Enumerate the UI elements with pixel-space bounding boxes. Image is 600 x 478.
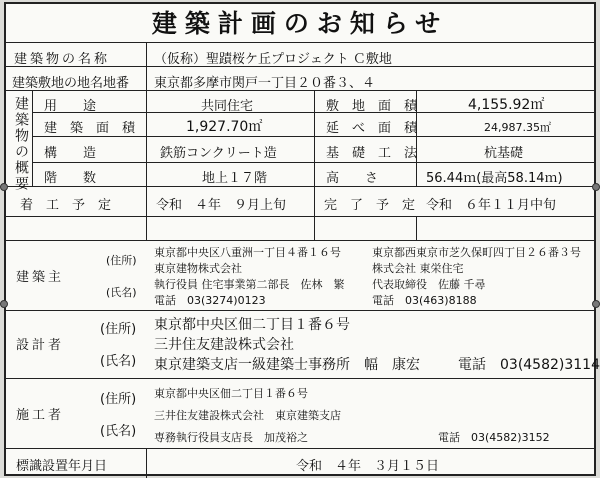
owner-left-person: 執行役員 住宅事業第二部長 佐林 繁 <box>154 278 345 291</box>
height-value: 56.44ｍ(最高58.14ｍ) <box>426 171 563 186</box>
rule <box>6 216 594 217</box>
rule <box>314 90 315 240</box>
site-address-label: 建築敷地の地名地番 <box>12 76 130 91</box>
owner-left-company: 東京建物株式会社 <box>154 262 242 275</box>
owner-right-address: 東京都西東京市芝久保町四丁目２６番３号 <box>372 246 581 259</box>
designer-address: 東京都中央区佃二丁目１番６号 <box>154 317 350 333</box>
designer-name-label: (氏名) <box>100 354 137 369</box>
foundation-label: 基 礎 工 法 <box>326 146 418 161</box>
complete-value: 令和 ６年１１月中旬 <box>426 198 557 213</box>
bolt-icon <box>592 183 600 191</box>
total-floor-area-label: 延 べ 面 積 <box>326 121 418 136</box>
contractor-name-label: (氏名) <box>100 424 137 439</box>
rule <box>6 42 594 43</box>
building-area-value: 1,927.70㎡ <box>186 119 263 135</box>
total-floor-area-value: 24,987.35㎡ <box>484 121 551 134</box>
rule <box>146 448 147 478</box>
designer-address-label: (住所) <box>100 322 137 337</box>
designer-company: 三井住友建設株式会社 <box>154 337 294 353</box>
contractor-person: 専務執行役員支店長 加茂裕之 <box>154 431 308 444</box>
contractor-company: 三井住友建設株式会社 東京建築支店 <box>154 409 341 422</box>
owner-right-company: 株式会社 東栄住宅 <box>372 262 464 275</box>
owner-right-person: 代表取締役 佐藤 千尋 <box>372 278 486 291</box>
contractor-phone: 電話 03(4582)3152 <box>438 431 550 444</box>
owner-left-address: 東京都中央区八重洲一丁目４番１６号 <box>154 246 341 259</box>
start-label: 着 工 予 定 <box>20 198 112 213</box>
bolt-icon <box>0 183 8 191</box>
site-area-label: 敷 地 面 積 <box>326 99 418 114</box>
building-area-label: 建 築 面 積 <box>44 121 136 136</box>
owner-left-phone: 電話 03(3274)0123 <box>154 294 266 307</box>
rule <box>6 240 594 241</box>
designer-office: 東京建築支店一級建築士事務所 幅 康宏 <box>154 357 420 373</box>
bolt-icon <box>592 300 600 308</box>
rule <box>6 186 594 187</box>
notice-title: 建築計画のお知らせ <box>151 9 449 38</box>
rule <box>32 162 594 163</box>
floors-label: 階 数 <box>44 171 97 186</box>
rule <box>416 216 417 240</box>
sign-date-value: 令和 ４年 ３月１５日 <box>296 459 440 474</box>
owner-name-label: (氏名) <box>106 286 137 299</box>
designer-phone: 電話 03(4582)3114 <box>458 357 600 373</box>
complete-label: 完 了 予 定 <box>324 198 416 213</box>
rule <box>6 310 594 311</box>
use-label: 用 途 <box>44 99 97 114</box>
site-area-value: 4,155.92㎡ <box>468 97 545 113</box>
rule <box>32 136 594 137</box>
site-address-value: 東京都多摩市関戸一丁目２０番３、４ <box>154 76 376 91</box>
use-value: 共同住宅 <box>201 99 254 114</box>
rule <box>6 448 594 449</box>
rule <box>32 90 33 186</box>
designer-label: 設計者 <box>16 338 65 353</box>
height-label: 高 さ <box>326 171 379 186</box>
rule <box>6 378 594 379</box>
overview-label: 建築物の概要 <box>13 96 29 192</box>
structure-label: 構 造 <box>44 146 97 161</box>
start-value: 令和 ４年 ９月上旬 <box>156 198 287 213</box>
contractor-address-label: (住所) <box>100 392 137 407</box>
owner-address-label: (住所) <box>106 254 137 267</box>
structure-value: 鉄筋コンクリート造 <box>160 146 277 161</box>
bolt-icon <box>0 300 8 308</box>
owner-label: 建築主 <box>16 270 65 285</box>
floors-value: 地上１７階 <box>202 171 268 186</box>
contractor-address: 東京都中央区佃二丁目１番６号 <box>154 387 308 400</box>
contractor-label: 施工者 <box>16 408 65 423</box>
building-name-label: 建築物の名称 <box>14 52 111 67</box>
rule <box>146 42 147 240</box>
notice-board <box>4 2 600 476</box>
building-name-value: （仮称）聖蹟桜ケ丘プロジェクト Ｃ敷地 <box>154 52 392 67</box>
foundation-value: 杭基礎 <box>484 146 524 161</box>
sign-date-label: 標識設置年月日 <box>16 459 108 474</box>
owner-right-phone: 電話 03(463)8188 <box>372 294 477 307</box>
